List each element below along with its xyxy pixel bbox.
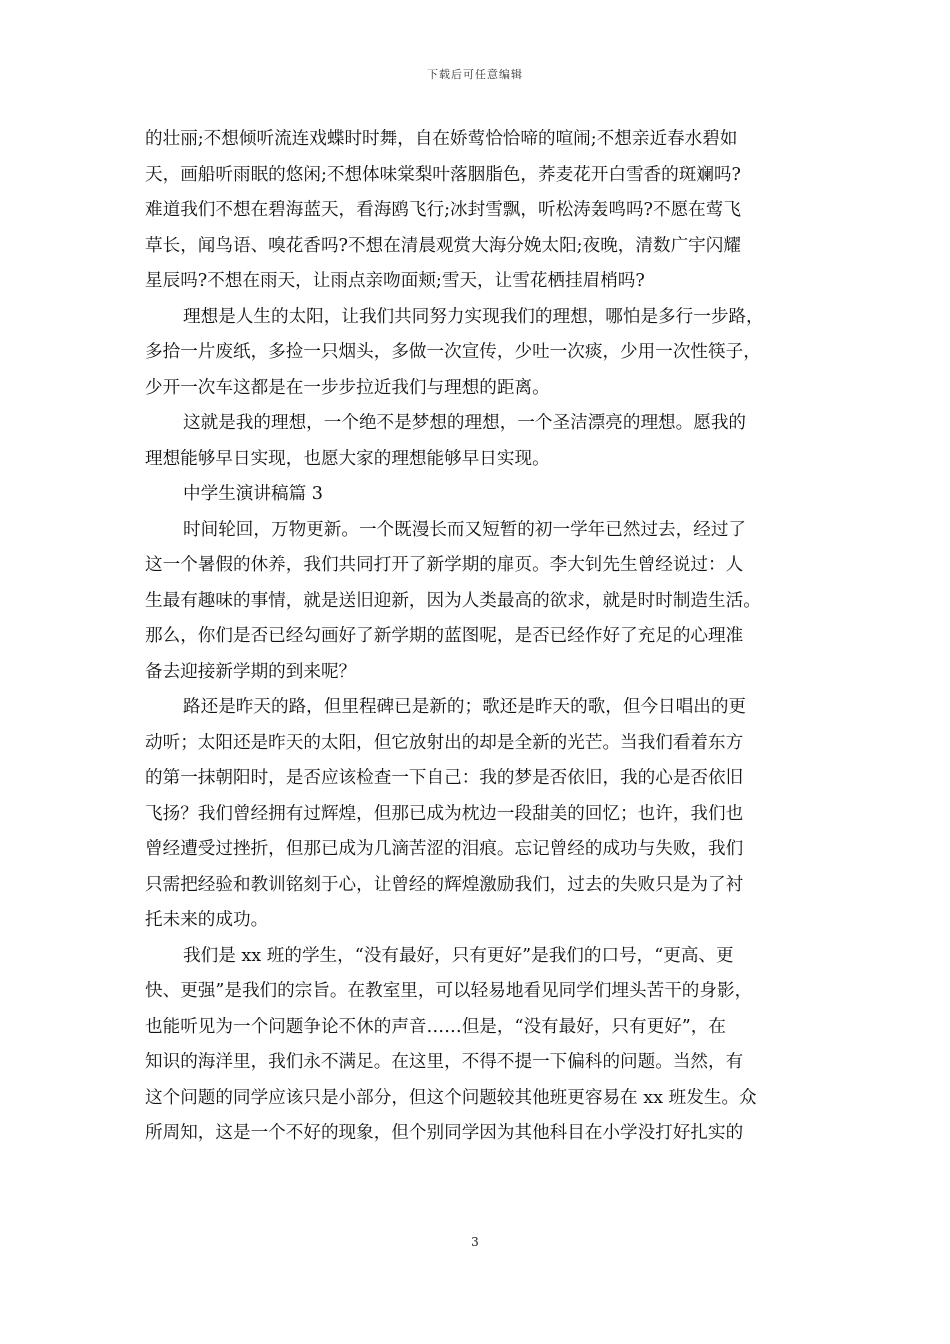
text-line: 备去迎接新学期的到来呢？ [145,661,357,682]
text-line: 少开一次车这都是在一步步拉近我们与理想的距离。 [145,377,550,398]
text-line: 难道我们不想在碧海蓝天，看海鸥飞行;冰封雪飘，听松涛轰鸣吗?不愿在莺飞 [145,200,741,220]
text-line: 路还是昨天的路，但里程碑已是新的；歌还是昨天的歌，但今日唱出的更 [183,697,747,717]
page-number: 3 [471,1235,479,1249]
text-line: 时间轮回，万物更新。一个既漫长而又短暂的初一学年已然过去，经过了 [183,519,747,540]
text-line: 这就是我的理想，一个绝不是梦想的理想，一个圣洁漂亮的理想。愿我的 [183,413,747,433]
document-body [145,122,813,1152]
text-line: 这个问题的同学应该只是小部分，但这个问题较其他班更容易在 xx 班发生。众 [145,1087,757,1108]
text-line: 生最有趣味的事情，就是送旧迎新，因为人类最高的欲求，就是时时制造生活。 [145,590,761,611]
text-line: 我们是 xx 班的学生，“没有最好，只有更好”是我们的口号，“更高、更 [183,945,734,966]
text-line: 也能听见为一个问题争论不休的声音……但是，“没有最好，只有更好”，在 [145,1016,726,1037]
text-line: 理想是人生的太阳，让我们共同努力实现我们的理想，哪怕是多行一步路， [183,306,764,327]
text-line: 这一个暑假的休养，我们共同打开了新学期的扉页。李大钊先生曾经说过：人 [145,555,744,575]
text-line: 知识的海洋里，我们永不满足。在这里，不得不提一下偏科的问题。当然，有 [145,1052,744,1072]
text-line: 的第一抹朝阳时，是否应该检查一下自己：我的梦是否依旧，我的心是否依旧 [145,768,744,788]
text-line: 那么，你们是否已经勾画好了新学期的蓝图呢，是否已经作好了充足的心理准 [145,626,744,646]
text-line: 星辰吗?不想在雨天，让雨点亲吻面颊;雪天，让雪花栖挂眉梢吗? [145,271,645,291]
text-line: 托未来的成功。 [145,910,269,930]
text-line: 的壮丽;不想倾听流连戏蝶时时舞，自在娇莺恰恰啼的喧闹;不想亲近春水碧如 [145,129,738,149]
text-line: 快、更强”是我们的宗旨。在教室里，可以轻易地看见同学们埋头苦干的身影， [145,981,753,1001]
text-line: 理想能够早日实现，也愿大家的理想能够早日实现。 [145,448,550,469]
text-line: 草长，闻鸟语、嗅花香吗?不想在清晨观赏大海分娩太阳;夜晚，清数广宇闪耀 [145,235,741,256]
text-line: 所周知，这是一个不好的现象，但个别同学因为其他科目在小学没打好扎实的 [145,1123,744,1143]
text-line: 飞扬？我们曾经拥有过辉煌，但那已成为枕边一段甜美的回忆；也许，我们也 [145,803,744,824]
text-line: 曾经遭受过挫折，但那已成为几滴苦涩的泪痕。忘记曾经的成功与失败，我们 [145,839,744,859]
text-line: 多拾一片废纸，多捡一只烟头，多做一次宣传，少吐一次痰，少用一次性筷子， [145,342,761,362]
page-header: 下载后可任意编辑 [427,68,523,81]
text-line: 动听；太阳还是昨天的太阳，但它放射出的却是全新的光芒。当我们看着东方 [145,732,744,753]
text-line: 天，画船听雨眠的悠闲;不想体味棠梨叶落胭脂色，荞麦花开白雪香的斑斓吗? [145,164,741,185]
text-line: 中学生演讲稿篇 3 [183,484,323,504]
text-line: 只需把经验和教训铭刻于心，让曾经的辉煌激励我们，过去的失败只是为了衬 [145,874,744,895]
